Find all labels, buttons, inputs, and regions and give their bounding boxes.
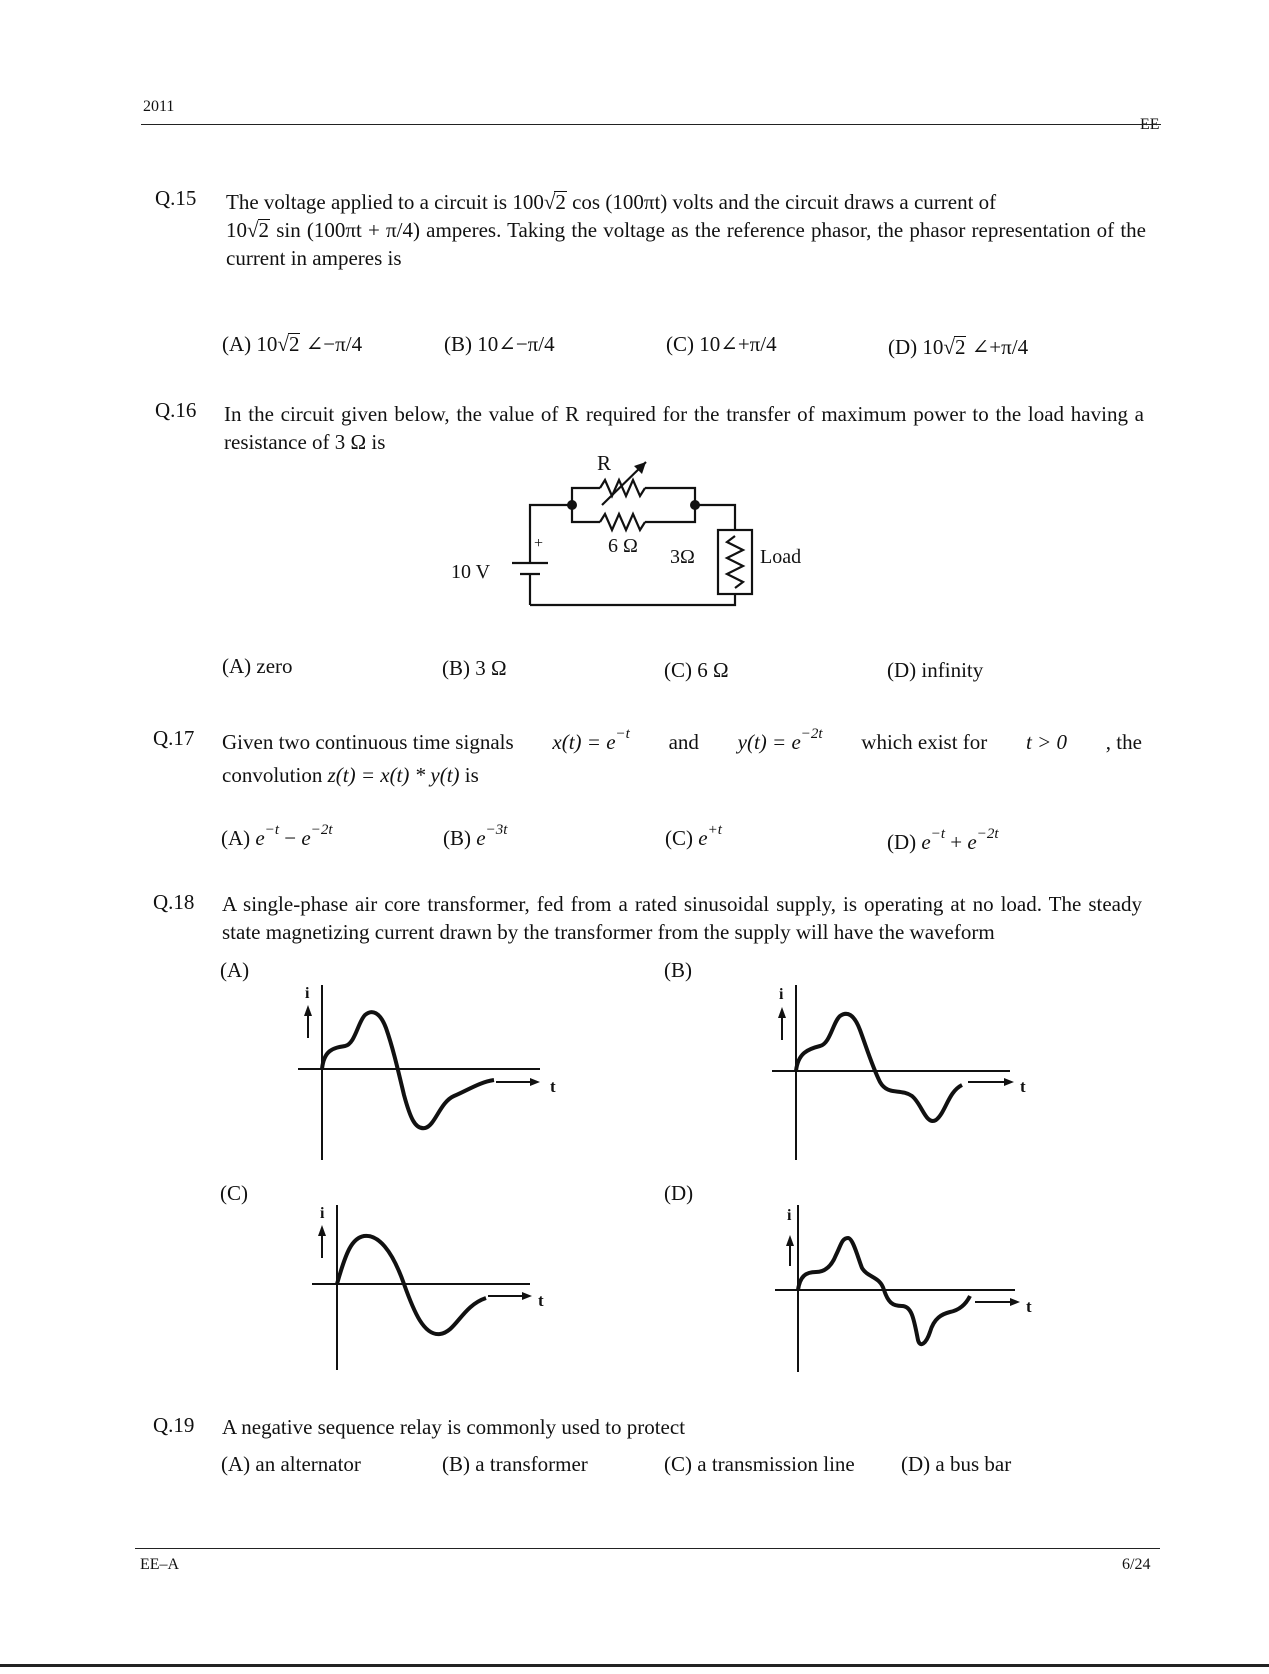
q15-text-part3: 10 (226, 218, 247, 242)
q16-node-left (567, 500, 577, 510)
q17-option-a: (A) $e^{-t} - e^{-2t}$ (221, 822, 333, 850)
q18-label-a: (A) (220, 958, 250, 982)
header-subject: EE (1140, 116, 1160, 133)
q18-waveform-a (290, 975, 580, 1170)
q15-text: The voltage applied to a circuit is 100√2 cos (100πt) volts and the circuit draws a current of 10√2 sin (100πt + π/4) amperes. Taking the voltage as the reference phasor, the phasor representation of the current in amperes is (226, 190, 1146, 270)
q17-text: Given two continuous time signals $x(t) = e^{-t}$ and $y(t) = e^{-2t}$ which exist for t > 0 , the convolution z(t) = x(t) * y(t) is (222, 726, 1142, 787)
q18d-i-arrow-icon (786, 1235, 794, 1246)
q19-option-b: (B) a transformer (442, 1452, 588, 1476)
q18c-i-arrow-icon (318, 1225, 326, 1236)
q16-option-b: (B) 3 Ω (442, 656, 507, 680)
q18-number: Q.18 (153, 890, 195, 914)
q16-number: Q.16 (155, 398, 197, 422)
q18a-i-label: i (305, 985, 310, 1002)
q18-waveform-c (300, 1195, 570, 1380)
q19-option-c: (C) a transmission line (664, 1452, 855, 1476)
header-rule (141, 124, 1161, 125)
q18-waveform-d (765, 1195, 1055, 1380)
q16-label-6ohm: 6 Ω (608, 535, 638, 557)
q16-label-load: Load (760, 546, 802, 568)
q18c-t-label: t (538, 1291, 544, 1310)
q17-number: Q.17 (153, 726, 195, 750)
q15-option-c: (C) 10∠+π/4 (666, 332, 777, 356)
q17-option-b: (B) $e^{-3t}$ (443, 822, 508, 850)
q16-label-source: 10 V (451, 561, 491, 583)
q15-option-b: (B) 10∠−π/4 (444, 332, 555, 356)
q18a-t-arrow-icon (530, 1078, 540, 1086)
q18b-i-label: i (779, 986, 784, 1003)
q18b-t-label: t (1020, 1077, 1026, 1096)
q16-label-plus: + (534, 535, 544, 552)
q15-root1: 2 (555, 190, 566, 214)
q19-option-d: (D) a bus bar (901, 1452, 1012, 1476)
q15-text-part2: cos (100πt) volts and the circuit draws a current of (566, 190, 997, 214)
q16-option-c: (C) 6 Ω (664, 658, 729, 682)
q16-label-3ohm: 3Ω (670, 546, 695, 568)
q16-text: In the circuit given below, the value of R required for the transfer of maximum power to the load having a resistance of 3 Ω is (224, 402, 1144, 454)
q18-text: A single-phase air core transformer, fed from a rated sinusoidal supply, is operating at no load. The steady state magnetizing current drawn by the transformer from the supply will have the waveform (222, 892, 1142, 944)
q16-circuit-diagram (450, 455, 830, 615)
footer-page: 6/24 (1122, 1556, 1151, 1573)
q15-option-a: (A) 10√2 ∠−π/4 (222, 332, 363, 356)
q18a-curve (322, 1012, 494, 1128)
q18d-t-arrow-icon (1010, 1298, 1020, 1306)
q15-text-part4: sin (100πt + π/4) amperes. Taking the voltage as the reference phasor, the phasor representation of the current in amperes is (226, 218, 1146, 270)
q18b-t-arrow-icon (1004, 1078, 1014, 1086)
q18d-i-label: i (787, 1207, 792, 1224)
q18d-t-label: t (1026, 1297, 1032, 1316)
q18b-curve (796, 1014, 962, 1121)
q18b-i-arrow-icon (778, 1007, 786, 1018)
q16-label-r: R (597, 455, 612, 475)
q18-label-b: (B) (664, 958, 692, 982)
q18-label-d: (D) (664, 1181, 694, 1205)
scan-bottom-edge (0, 1664, 1269, 1667)
q19-number: Q.19 (153, 1413, 195, 1437)
footer-rule (135, 1548, 1160, 1549)
header-year: 2011 (143, 98, 175, 115)
q17-option-c: (C) $e^{+t}$ (665, 822, 722, 850)
q18a-i-arrow-icon (304, 1005, 312, 1016)
q18c-t-arrow-icon (522, 1292, 532, 1300)
q18c-i-label: i (320, 1205, 325, 1222)
q18-waveform-b (765, 975, 1045, 1170)
q16-option-a: (A) zero (222, 654, 293, 678)
q15-root2: 2 (258, 218, 270, 242)
q18d-curve (798, 1238, 970, 1344)
q16-node-right (690, 500, 700, 510)
q18a-t-label: t (550, 1077, 556, 1096)
q15-number: Q.15 (155, 186, 197, 210)
footer-code: EE–A (140, 1556, 180, 1573)
q18-label-c: (C) (220, 1181, 248, 1205)
q15-option-d: (D) 10√2 ∠+π/4 (888, 335, 1029, 359)
q16-option-d: (D) infinity (887, 658, 984, 682)
q19-text: A negative sequence relay is commonly used to protect (222, 1415, 686, 1439)
q15-text-part1: The voltage applied to a circuit is 100 (226, 190, 544, 214)
q17-option-d: (D) $e^{-t} + e^{-2t}$ (887, 826, 999, 854)
q19-option-a: (A) an alternator (221, 1452, 361, 1476)
